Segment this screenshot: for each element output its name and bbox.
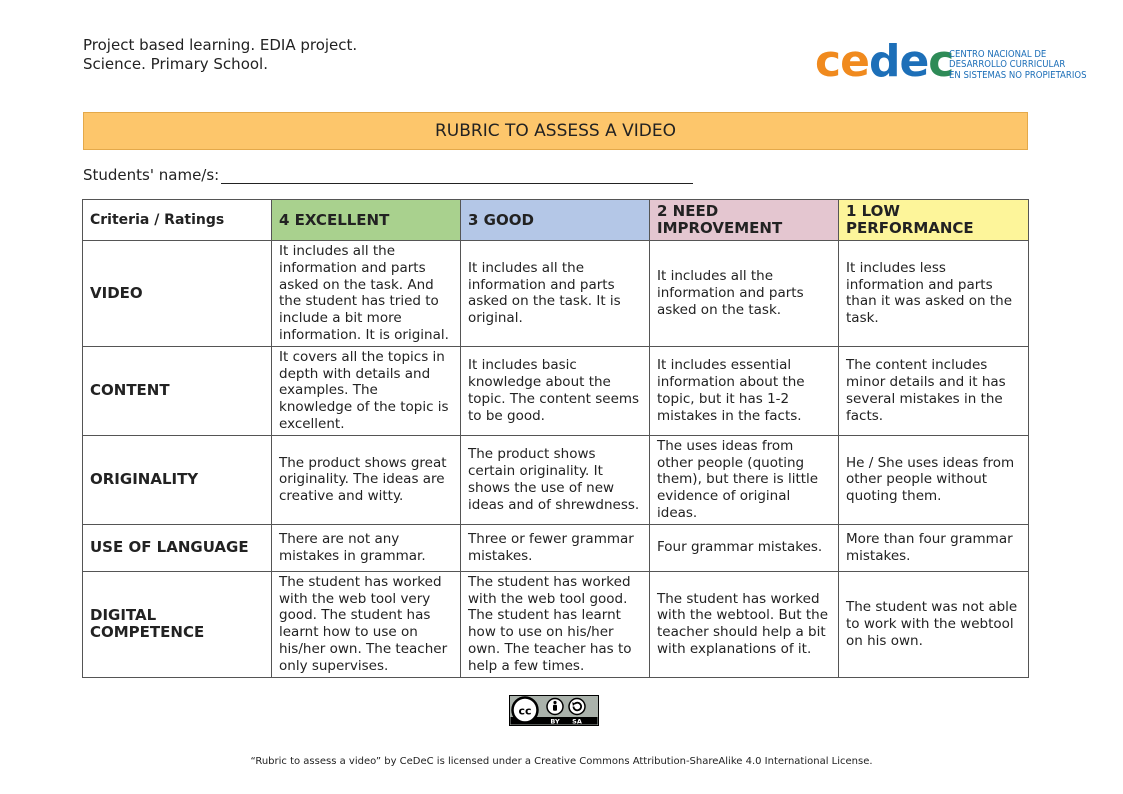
criteria-ratings-header: Criteria / Ratings (83, 200, 272, 241)
cell-language-excellent: There are not any mistakes in grammar. (272, 524, 461, 571)
rating-header-excellent: 4 EXCELLENT (272, 200, 461, 241)
criterion-use-of-language: USE OF LANGUAGE (83, 524, 272, 571)
rubric-row-originality (83, 435, 1029, 524)
students-name-label: Students' name/s: (83, 166, 220, 184)
criterion-originality: ORIGINALITY (83, 435, 272, 524)
rating-header-need-improvement: 2 NEED IMPROVEMENT (650, 200, 839, 241)
cell-digital-low-performance: The student was not able to work with the webtool on his own. (839, 571, 1029, 677)
rating-header-low-performance: 1 LOW PERFORMANCE (839, 200, 1029, 241)
rating-header-good: 3 GOOD (461, 200, 650, 241)
students-name-blank-line (221, 166, 693, 184)
cell-content-excellent: It covers all the topics in depth with details and examples. The knowledge of the topic is excellent. (272, 346, 461, 435)
cell-video-excellent: It includes all the information and parts asked on the task. And the student has tried to include a bit more information. It is original. (272, 241, 461, 347)
cc-icon-glyph: cc (518, 704, 532, 718)
criterion-digital-competence: DIGITAL COMPETENCE (83, 571, 272, 677)
badge-by-label: BY (550, 717, 560, 726)
cell-content-good: It includes basic knowledge about the topic. The content seems to be good. (461, 346, 650, 435)
rubric-row-video (83, 241, 1029, 347)
cc-by-sa-badge[interactable] (509, 695, 599, 726)
cell-content-low-performance: The content includes minor details and it has several mistakes in the facts. (839, 346, 1029, 435)
cell-originality-good: The product shows certain originality. It shows the use of new ideas and of shrewdness. (461, 435, 650, 524)
cell-language-need-improvement: Four grammar mistakes. (650, 524, 839, 571)
cell-video-need-improvement: It includes all the information and parts asked on the task. (650, 241, 839, 347)
cedec-logo-mark (815, 36, 954, 87)
cell-originality-excellent: The product shows great originality. The ideas are creative and witty. (272, 435, 461, 524)
rubric-table (82, 199, 1029, 678)
cedec-logo-word (815, 36, 954, 91)
badge-sa-label: SA (572, 717, 582, 726)
license-footer: “Rubric to assess a video” by CeDeC is licensed under a Creative Commons Attribution-ShareAlike 4.0 International License. (250, 756, 873, 767)
logo-sub-line-3: EN SISTEMAS NO PROPIETARIOS (949, 69, 1087, 81)
cell-digital-good: The student has worked with the web tool good. The student has learnt how to use on his/her own. The teacher has to help a few times. (461, 571, 650, 677)
cell-digital-need-improvement: The student has worked with the webtool. But the teacher should help a bit with explanations of it. (650, 571, 839, 677)
rubric-row-content (83, 346, 1029, 435)
cell-video-low-performance: It includes less information and parts than it was asked on the task. (839, 241, 1029, 347)
cell-video-good: It includes all the information and parts asked on the task. It is original. (461, 241, 650, 347)
cedec-logo (815, 36, 1087, 91)
criterion-content: CONTENT (83, 346, 272, 435)
criterion-video: VIDEO (83, 241, 272, 347)
svg-text:cedec: cedec (815, 36, 954, 87)
document-header (83, 36, 357, 74)
rubric-title: RUBRIC TO ASSESS A VIDEO (83, 112, 1028, 150)
cell-language-good: Three or fewer grammar mistakes. (461, 524, 650, 571)
students-name-field (83, 166, 693, 184)
logo-sub-line-1: CENTRO NACIONAL DE (949, 48, 1047, 60)
rubric-header-row (83, 200, 1029, 241)
header-line-project: Project based learning. EDIA project. (83, 36, 358, 54)
cell-originality-need-improvement: The uses ideas from other people (quoting them), but there is little evidence of original ideas. (650, 435, 839, 524)
cell-language-low-performance: More than four grammar mistakes. (839, 524, 1029, 571)
cell-originality-low-performance: He / She uses ideas from other people without quoting them. (839, 435, 1029, 524)
cedec-logo-subtitle (949, 50, 1087, 82)
header-line-subject: Science. Primary School. (83, 55, 268, 73)
cell-digital-excellent: The student has worked with the web tool very good. The student has learnt how to use on his/her own. The teacher only supervises. (272, 571, 461, 677)
sa-share-alike-icon (569, 699, 585, 715)
logo-sub-line-2: DESARROLLO CURRICULAR (949, 59, 1066, 71)
cell-content-need-improvement: It includes essential information about the topic, but it has 1-2 mistakes in the facts. (650, 346, 839, 435)
rubric-row-use-of-language (83, 524, 1029, 571)
rubric-row-digital-competence (83, 571, 1029, 677)
